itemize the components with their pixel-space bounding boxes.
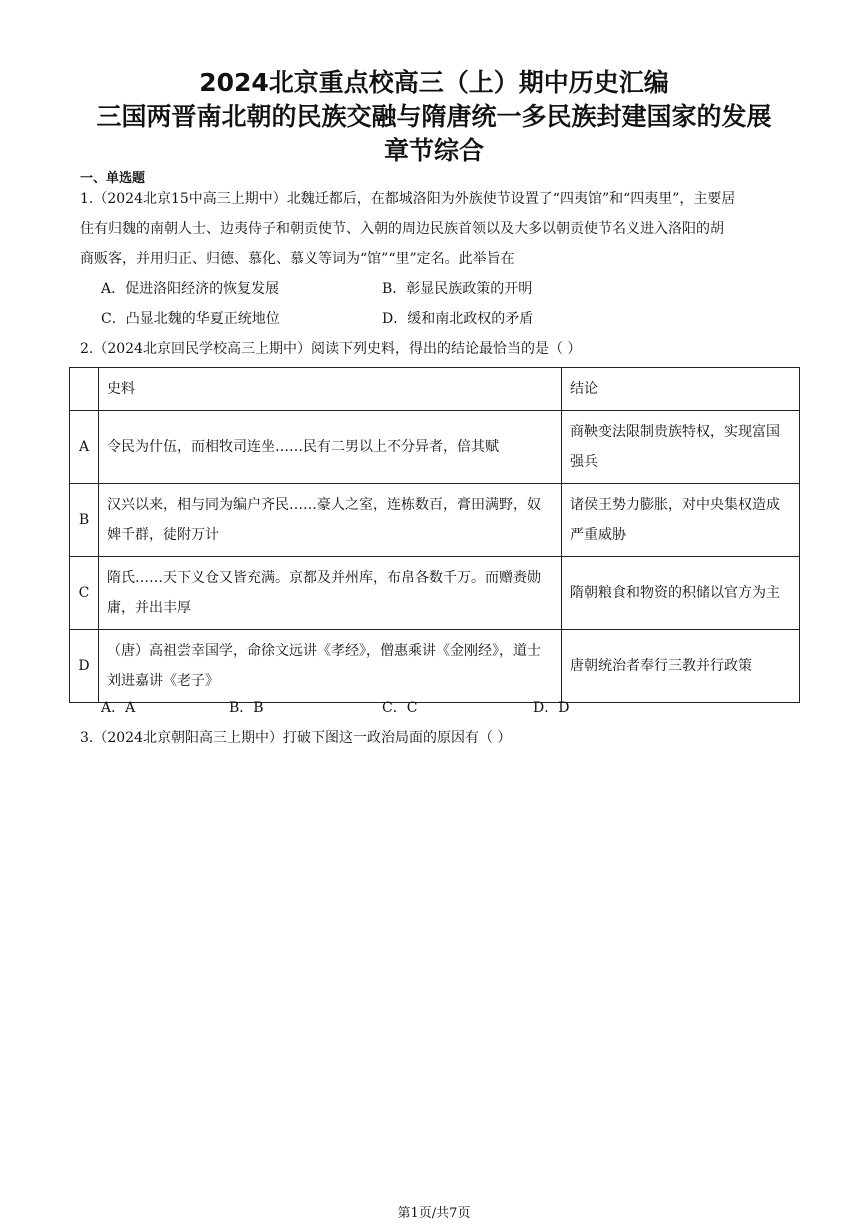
table-cell-source: 汉兴以来，相与同为编户齐民……豪人之室，连栋数百，膏田满野，奴婢千群，徒附万计	[99, 484, 562, 557]
table-row-letter: B	[70, 484, 99, 557]
table-cell-source: 隋氏……天下义仓又皆充满。京都及并州库，布帛各数千万。而赠赉勋庸，并出丰厚	[99, 557, 562, 630]
document-title-line1: 2024北京重点校高三（上）期中历史汇编	[199, 68, 669, 97]
table-cell-source: （唐）高祖尝幸国学，命徐文远讲《孝经》，僧惠乘讲《金刚经》，道士刘进嘉讲《老子》	[99, 630, 562, 703]
table-cell-conclusion: 隋朝粮食和物资的积储以官方为主	[562, 557, 800, 630]
question-2-option-c: C．C	[382, 700, 418, 716]
question-1-option-d: D．缓和南北政权的矛盾	[382, 311, 534, 327]
table-row	[70, 630, 800, 703]
page-number: 第1页/共7页	[397, 1206, 471, 1221]
question-2-option-a: A．A	[101, 700, 136, 716]
document-title-line2: 三国两晋南北朝的民族交融与隋唐统一多民族封建国家的发展	[96, 102, 772, 131]
question-1-line-3: 商贩客，并用归正、归德、慕化、慕义等词为“馆”“里”定名。此举旨在	[80, 251, 515, 267]
table-row	[70, 557, 800, 630]
table-header-row	[70, 368, 800, 411]
table-row-letter: A	[70, 411, 99, 484]
table-header-empty	[70, 368, 99, 411]
table-cell-conclusion: 商鞅变法限制贵族特权，实现富国强兵	[562, 411, 800, 484]
document-title-line3: 章节综合	[383, 136, 484, 165]
question-2-table	[69, 367, 800, 703]
question-1-option-b: B．彰显民族政策的开明	[382, 281, 533, 297]
question-2-option-b: B．B	[229, 700, 264, 716]
question-1-line-2: 住有归魏的南朝人士、边夷侍子和朝贡使节、入朝的周边民族首领以及大多以朝贡使节名义进入洛阳的胡	[80, 221, 724, 237]
table-cell-conclusion: 诸侯王势力膨胀，对中央集权造成严重威胁	[562, 484, 800, 557]
table-row	[70, 411, 800, 484]
table-row	[70, 484, 800, 557]
question-1-option-a: A．促进洛阳经济的恢复发展	[101, 281, 280, 297]
table-row-letter: D	[70, 630, 99, 703]
question-2-stem: 2.（2024北京回民学校高三上期中）阅读下列史料，得出的结论最恰当的是（ ）	[80, 341, 582, 357]
question-3-stem: 3.（2024北京朝阳高三上期中）打破下图这一政治局面的原因有（ ）	[80, 730, 512, 746]
question-1-line-1: 1.（2024北京15中高三上期中）北魏迁都后，在都城洛阳为外族使节设置了“四夷馆”和“四夷里”，主要居	[80, 191, 736, 207]
question-1-option-c: C．凸显北魏的华夏正统地位	[101, 311, 280, 327]
section-heading: 一、单选题	[80, 171, 146, 186]
table-cell-conclusion: 唐朝统治者奉行三教并行政策	[562, 630, 800, 703]
question-2-option-d: D．D	[533, 700, 570, 716]
table-header-source: 史料	[99, 368, 562, 411]
table-cell-source: 令民为什伍，而相牧司连坐……民有二男以上不分异者，倍其赋	[99, 411, 562, 484]
table-row-letter: C	[70, 557, 99, 630]
table-header-conclusion: 结论	[562, 368, 800, 411]
